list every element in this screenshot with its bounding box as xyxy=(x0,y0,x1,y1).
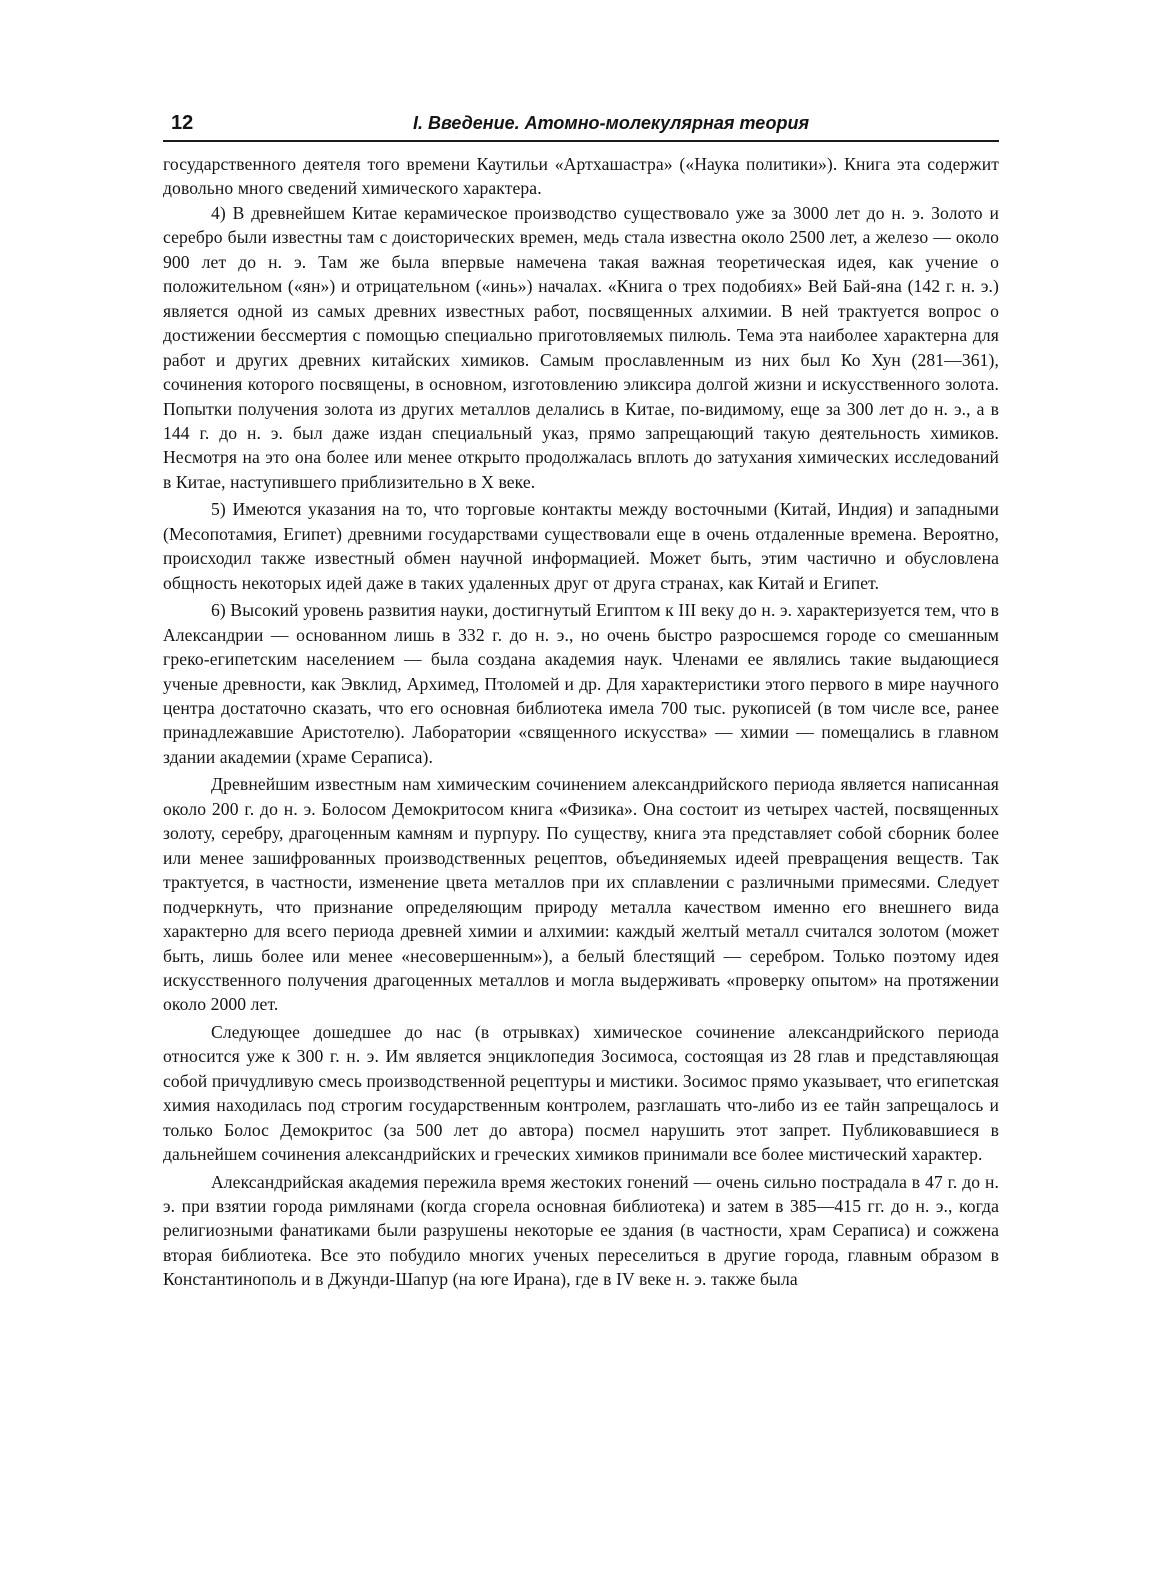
body-text xyxy=(163,152,999,1292)
page-number: 12 xyxy=(171,112,194,134)
running-header xyxy=(163,106,999,142)
paragraph-item-6: 6) Высокий уровень развития науки, достигнутый Египтом к III веку до н. э. характеризуется тем, что в Александрии — основанном лишь в 332 г. до н. э., но очень быстро разросшемся городе со смешанным греко-египетским населением — была создана академия наук. Членами ее являлись такие выдающиеся ученые древности, как Эвклид, Архимед, Птоломей и др. Для характеристики этого первого в мире научного центра достаточно сказать, что его основная библиотека имела 700 тыс. рукописей (в том числе все, ранее принадлежавшие Аристотелю). Лаборатории «священного искусства» — химии — помещались в главном здании академии (храме Сераписа). xyxy=(163,600,999,767)
paragraph-continuation: государственного деятеля того времени Каутильи «Артхашастра» («Наука политики»). Книга эта содержит довольно много сведений химического характера. xyxy=(163,154,999,199)
paragraph-zosimos: Следующее дошедшее до нас (в отрывках) химическое сочинение александрийского периода относится уже к 300 г. н. э. Им является энциклопедия Зосимоса, состоящая из 28 глав и представляющая собой причудливую смесь производственной рецептуры и мистики. Зосимос прямо указывает, что египетская химия находилась под строгим государственным контролем, разглашать что-либо из ее тайн запрещалось и только Болос Демокритос (за 500 лет до автора) посмел нарушить этот запрет. Публиковавшиеся в дальнейшем сочинения александрийских и греческих химиков принимали все более мистический характер. xyxy=(163,1021,999,1165)
chapter-title: I. Введение. Атомно-молекулярная теория xyxy=(412,113,810,133)
paragraph-item-4: 4) В древнейшем Китае керамическое производство существовало уже за 3000 лет до н. э. Золото и серебро были известны там с доисторических времен, медь стала известна около 2500 лет, а железо — около 900 лет до н. э. Там же была впервые намечена такая важная теоретическая идея, как учение о положительном («ян») и отрицательном («инь») началах. «Книга о трех подобиях» Вей Бай-яна (142 г. н. э.) является одной из самых древних известных работ, посвященных алхимии. В ней трактуется вопрос о достижении бессмертия с помощью специально приготовляемых пилюль. Тема эта наиболее характерна для работ и других древних китайских химиков. Самым прославленным из них был Ко Хун (281—361), сочинения которого посвящены, в основном, изготовлению эликсира долгой жизни и искусственного золота. Попытки получения золота из других металлов делались в Китае, по-видимому, еще за 300 лет до н. э., а в 144 г. до н. э. был даже издан специальный указ, прямо запрещающий такую деятельность химиков. Несмотря на это она более или менее открыто продолжалась вплоть до затухания химических исследований в Китае, наступившего приблизительно в X веке. xyxy=(163,202,999,492)
book-page xyxy=(163,106,999,1292)
paragraph-item-5: 5) Имеются указания на то, что торговые контакты между восточными (Китай, Индия) и западными (Месопотамия, Египет) древними государствами существовали еще в очень отдаленные времена. Вероятно, происходил также известный обмен научной информацией. Может быть, этим частично и обусловлена общность некоторых идей даже в таких удаленных друг от друга странах, как Китай и Египет. xyxy=(163,499,999,593)
paragraph-physica: Древнейшим известным нам химическим сочинением александрийского периода является написанная около 200 г. до н. э. Болосом Демокритосом книга «Физика». Она состоит из четырех частей, посвященных золоту, серебру, драгоценным камням и пурпуру. По существу, книга эта представляет собой сборник более или менее зашифрованных производственных рецептов, объединяемых идеей превращения веществ. Так трактуется, в частности, изменение цвета металлов при их сплавлении с различными примесями. Следует подчеркнуть, что признание определяющим природу металла качеством именно его внешнего вида характерно для всего периода древней химии и алхимии: каждый желтый металл считался золотом (может быть, лишь более или менее «несовершенным»), а белый блестящий — серебром. Только поэтому идея искусственного получения драгоценных металлов и могла выдерживать «проверку опытом» на протяжении около 2000 лет. xyxy=(163,774,999,1015)
paragraph-academy: Александрийская академия пережила время жестоких гонений — очень сильно пострадала в 47 г. до н. э. при взятии города римлянами (когда сгорела основная библиотека) и затем в 385—415 гг. до н. э., когда религиозными фанатиками были разрушены некоторые ее здания (в частности, храм Сераписа) и сожжена вторая библиотека. Все это побудило многих ученых переселиться в другие города, главным образом в Константинополь и в Джунди-Шапур (на юге Ирана), где в IV веке н. э. также была xyxy=(163,1171,999,1290)
